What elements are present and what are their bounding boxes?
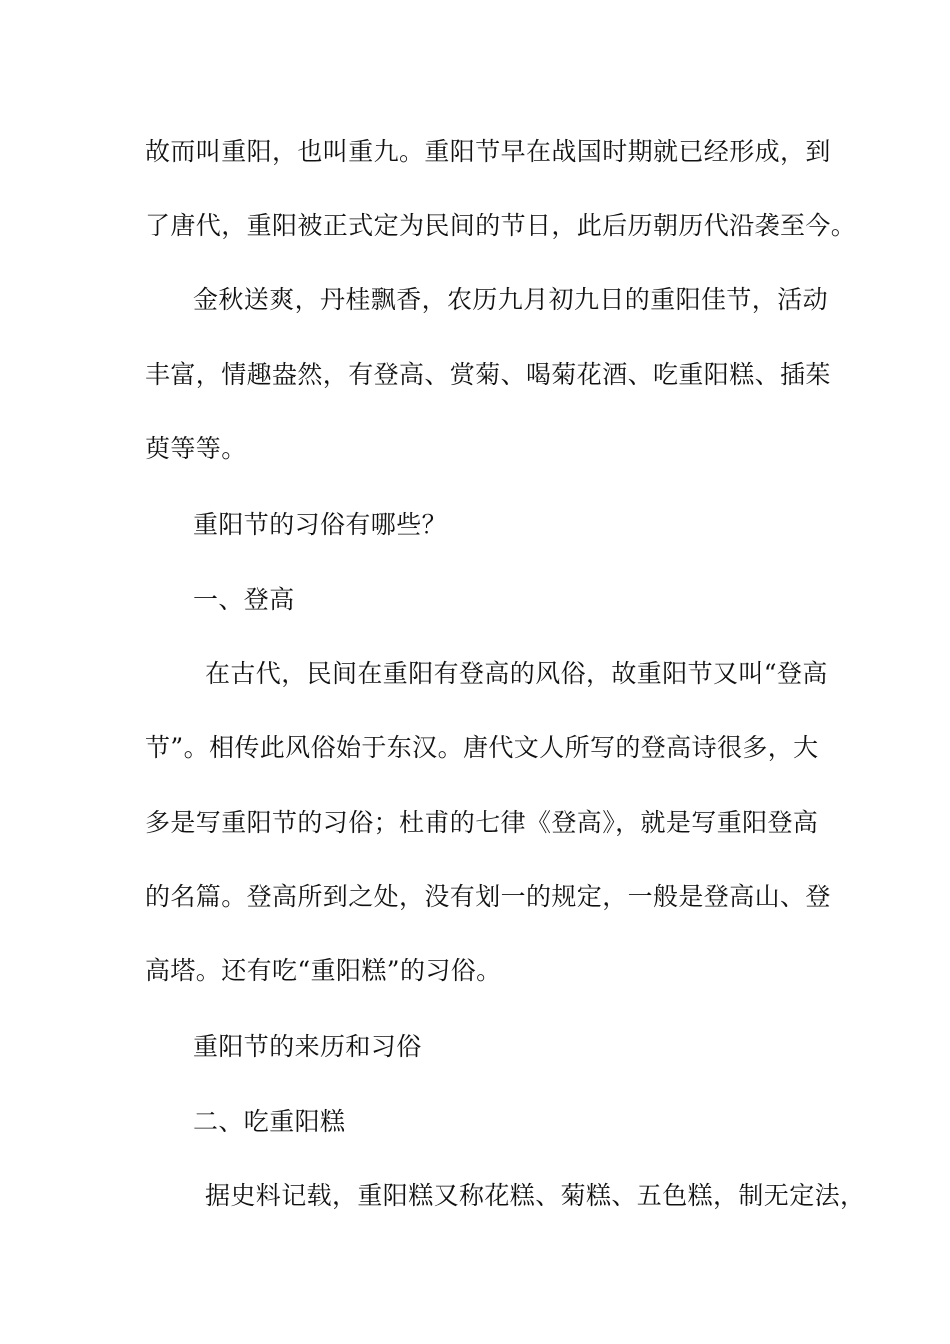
paragraph-line: 金秋送爽，丹桂飘香，农历九月初九日的重阳佳节，活动: [193, 285, 829, 314]
section-heading: 重阳节的习俗有哪些？: [193, 510, 448, 539]
text-line: 多是写重阳节的习俗；杜甫的七律《登高》，就是写重阳登高: [145, 808, 819, 837]
paragraph-line: 据史料记载，重阳糕又称花糕、菊糕、五色糕，制无定法，: [205, 1181, 866, 1210]
text-line: 丰富，情趣盎然，有登高、赏菊、喝菊花酒、吃重阳糕、插茱: [145, 360, 831, 389]
text-line: 节”。相传此风俗始于东汉。唐代文人所写的登高诗很多，大: [145, 733, 819, 762]
text-line: 高塔。还有吃“重阳糕”的习俗。: [145, 956, 502, 985]
paragraph-line: 在古代，民间在重阳有登高的风俗，故重阳节又叫“登高: [205, 659, 828, 688]
section-heading: 一、登高: [193, 585, 295, 614]
text-line: 了唐代，重阳被正式定为民间的节日，此后历朝历代沿袭至今。: [145, 211, 857, 240]
text-line: 的名篇。登高所到之处，没有划一的规定，一般是登高山、登: [145, 882, 831, 911]
text-line: 故而叫重阳，也叫重九。重阳节早在战国时期就已经形成，到: [145, 137, 831, 166]
text-line: 萸等等。: [145, 434, 247, 463]
section-heading: 重阳节的来历和习俗: [193, 1032, 422, 1061]
section-heading: 二、吃重阳糕: [193, 1107, 346, 1136]
